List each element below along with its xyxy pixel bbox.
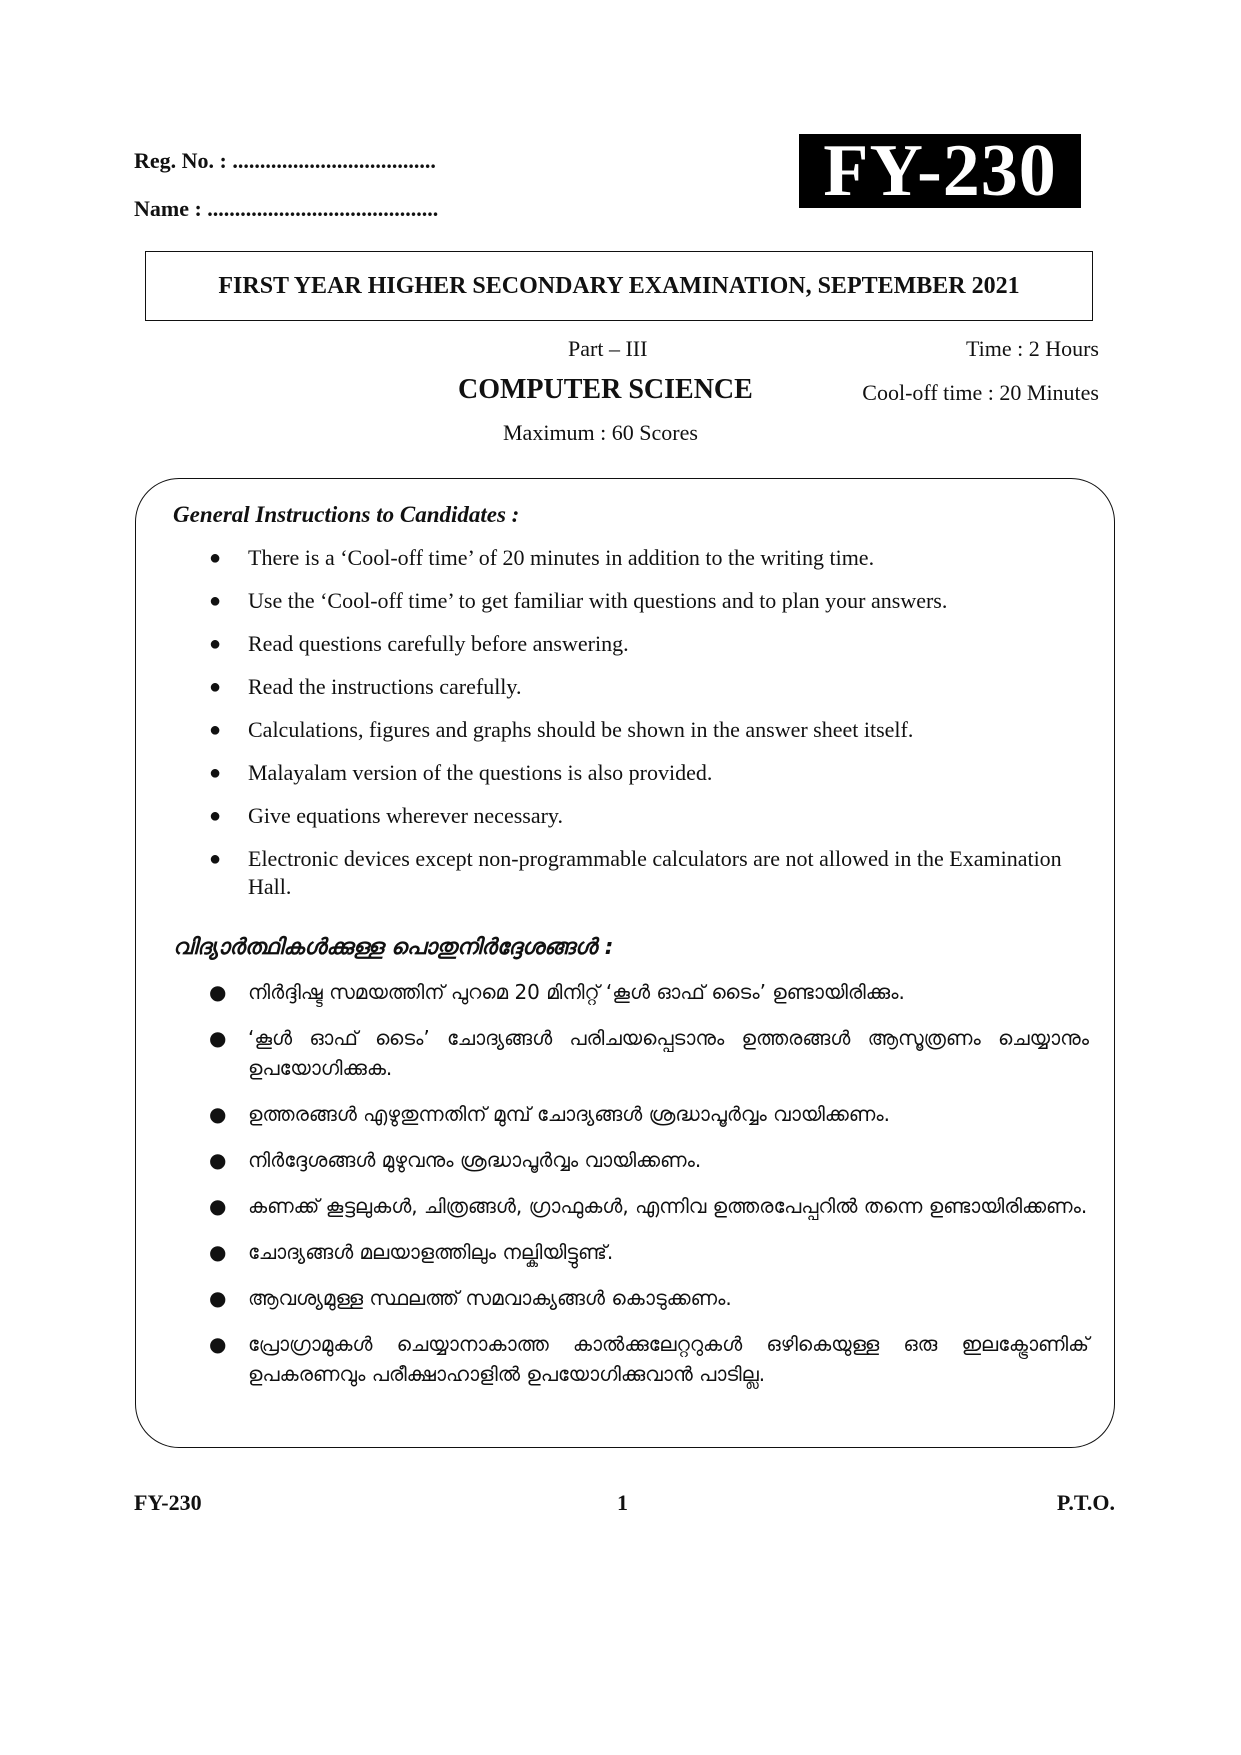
bullet-icon: ●	[209, 1240, 227, 1264]
bullet-icon: ●	[209, 848, 222, 870]
bullet-icon: ●	[209, 633, 222, 655]
exam-title: FIRST YEAR HIGHER SECONDARY EXAMINATION, SEPTEMBER 2021	[145, 251, 1093, 321]
cool-off-time: Cool-off time : 20 Minutes	[862, 380, 1099, 405]
bullet-icon: ●	[209, 980, 227, 1004]
exam-time: Time : 2 Hours	[965, 336, 1099, 361]
bullet-icon: ●	[209, 676, 222, 698]
name-field: Name : ..........................................	[134, 196, 439, 221]
list-item: ● നിർദ്ദേശങ്ങൾ മുഴുവനും ശ്രദ്ധാപൂർവ്വം വായിക്കണം.	[209, 1145, 1089, 1175]
pto-label: P.T.O.	[1056, 1490, 1115, 1515]
list-item: ● Give equations wherever necessary.	[209, 803, 563, 828]
list-item: ● There is a ‘Cool-off time’ of 20 minutes in addition to the writing time.	[209, 545, 875, 570]
bullet-icon: ●	[209, 719, 222, 741]
bullet-icon: ●	[209, 762, 222, 784]
bullet-icon: ●	[209, 1148, 227, 1172]
list-item: ● ചോദ്യങ്ങൾ മലയാളത്തിലും നല്കിയിട്ടുണ്ട്.	[209, 1237, 1089, 1267]
footer-paper-code: FY-230	[134, 1490, 202, 1515]
bullet-icon: ●	[209, 1102, 227, 1126]
bullet-icon: ●	[209, 547, 222, 569]
exam-part: Part – III	[568, 336, 648, 361]
list-item: ● ‘കൂൾ ഓഫ് ടൈം’ ചോദ്യങ്ങൾ പരിചയപ്പെടാനും ഉത്തരങ്ങൾ ആസൂത്രണം ചെയ്യാനും ഉപയോഗിക്കുക.	[209, 1023, 1089, 1083]
paper-code-badge: FY-230	[799, 134, 1081, 208]
reg-no-field: Reg. No. : .....................................	[134, 148, 436, 173]
list-item: ● നിർദ്ദിഷ്ട സമയത്തിന് പുറമെ 20 മിനിറ്റ് ‘കൂൾ ഓഫ് ടൈം’ ഉണ്ടായിരിക്കും.	[209, 977, 1089, 1007]
instructions-ml-title: വിദ്യാർത്ഥികൾക്കുള്ള പൊതുനിർദ്ദേശങ്ങൾ :	[173, 935, 614, 960]
instructions-title: General Instructions to Candidates :	[173, 502, 520, 527]
list-item: ● Use the ‘Cool-off time’ to get familiar with questions and to plan your answers.	[209, 588, 948, 613]
list-item: ● Read questions carefully before answering.	[209, 631, 629, 656]
list-item: ● Calculations, figures and graphs should be shown in the answer sheet itself.	[209, 717, 914, 742]
list-item: ● Malayalam version of the questions is also provided.	[209, 760, 713, 785]
exam-subject: COMPUTER SCIENCE	[458, 374, 753, 405]
bullet-icon: ●	[209, 1194, 227, 1218]
instructions-list	[209, 544, 1089, 916]
bullet-icon: ●	[209, 1286, 227, 1310]
instructions-ml-list	[209, 977, 1089, 1405]
list-item: ● പ്രോഗ്രാമുകൾ ചെയ്യാനാകാത്ത കാൽക്കുലേറ്ററുകൾ ഒഴികെയുള്ള ഒരു ഇലക്ട്രോണിക് ഉപകരണവും പരീക്ഷാഹാളിൽ ഉപയോഗിക്കുവാൻ പാടില്ല.	[209, 1329, 1089, 1389]
bullet-icon: ●	[209, 1026, 227, 1050]
bullet-icon: ●	[209, 590, 222, 612]
bullet-icon: ●	[209, 1332, 227, 1356]
list-item: ● ഉത്തരങ്ങൾ എഴുതുന്നതിന് മുമ്പ് ചോദ്യങ്ങൾ ശ്രദ്ധാപൂർവ്വം വായിക്കണം.	[209, 1099, 1089, 1129]
list-item: ● ആവശ്യമുള്ള സ്ഥലത്ത് സമവാക്യങ്ങൾ കൊടുക്കണം.	[209, 1283, 1089, 1313]
maximum-scores: Maximum : 60 Scores	[503, 420, 698, 445]
page-number: 1	[617, 1490, 628, 1515]
list-item: ● Electronic devices except non-programmable calculators are not allowed in the Examination Hall.	[209, 846, 1062, 899]
list-item: ● കണക്ക് കൂട്ടലുകൾ, ചിത്രങ്ങൾ, ഗ്രാഫുകൾ, എന്നിവ ഉത്തരപേപ്പറിൽ തന്നെ ഉണ്ടായിരിക്കണം.	[209, 1191, 1089, 1221]
list-item: ● Read the instructions carefully.	[209, 674, 522, 699]
bullet-icon: ●	[209, 805, 222, 827]
